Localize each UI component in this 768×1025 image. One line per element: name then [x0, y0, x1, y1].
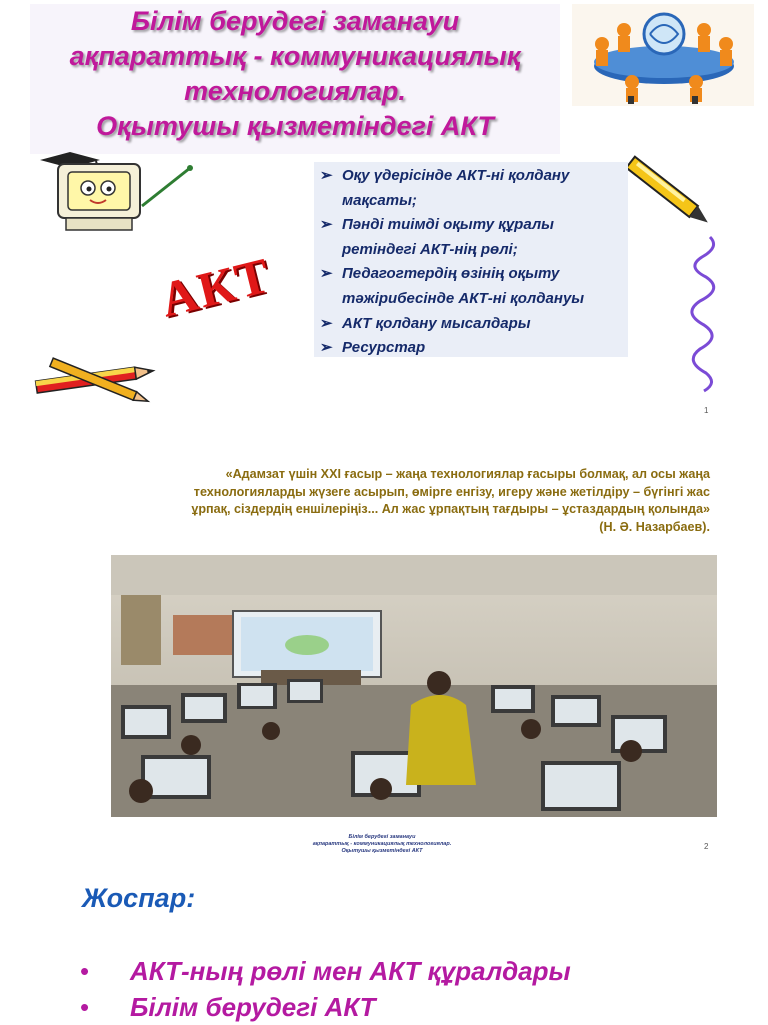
title-line: Білім берудегі заманауи [130, 6, 460, 36]
pen-clipart [620, 148, 720, 238]
list-item: ➢ Пәнді тиімді оқыту құралы ретіндегі АКТ-нің рөлі; [320, 213, 622, 262]
nazarbayev-quote [110, 466, 710, 536]
akt-logo-text: АКТ [154, 246, 277, 328]
bullet-dot-icon: • [80, 992, 90, 1022]
computer-classroom-photo [111, 555, 717, 817]
pencils-clipart [28, 355, 160, 405]
quote-line: «Адамзат үшін XXI ғасыр – жаңа технологиялар ғасыры болмақ, ал осы жаңа [225, 467, 710, 481]
plan-heading: Жоспар: [82, 883, 196, 913]
list-item: ➢ Ресурстар [320, 336, 622, 361]
title-line: технологиялар. [184, 76, 406, 106]
page-number: 1 [704, 406, 709, 415]
list-item: • АКТ-ның рөлі мен АКТ құралдары [80, 953, 571, 989]
quote-line: ұрпақ, сіздердің еншілеріңіз... Ал жас ұрпақтың тағдыры – ұстаздардың қолында» [191, 502, 710, 516]
topics-list [314, 162, 628, 361]
title-line: ақпараттық - коммуникациялық [69, 41, 521, 71]
arrow-bullet-icon: ➢ [320, 265, 333, 283]
slide1-title [30, 4, 560, 144]
arrow-bullet-icon: ➢ [320, 167, 333, 184]
quote-line: (Н. Ә. Назарбаев). [599, 519, 710, 534]
list-item: ➢ АКТ қолдану мысалдары [320, 312, 622, 337]
cartoon-computer-clipart [30, 150, 200, 235]
squiggle-line [680, 235, 725, 393]
footer-title-line: Білім берудегі заманауи [348, 834, 416, 840]
arrow-bullet-icon: ➢ [320, 339, 333, 357]
title-line: Оқытушы қызметіндегі АКТ [96, 111, 494, 141]
bullet-dot-icon: • [80, 956, 90, 986]
slide2-footer-title [262, 834, 502, 855]
team-globe-clipart [572, 4, 754, 106]
topics-box [314, 162, 628, 357]
arrow-bullet-icon: ➢ [320, 314, 333, 332]
footer-title-line: Оқытушы қызметіндегі АКТ [341, 848, 423, 854]
list-item: ➢ Оқу үдерісінде АКТ-ні қолдану мақсаты; [320, 164, 622, 213]
quote-line: технологияларды жүзеге асырып, өмірге енгізу, игеру және жетілдіру – бүгінгі жас [193, 484, 710, 499]
list-item: ➢ Педагогтердің өзінің оқыту тәжірибесінде АКТ-ні қолдануы [320, 262, 622, 311]
arrow-bullet-icon: ➢ [320, 216, 333, 234]
footer-title-line: ақпараттық - коммуникациялық технологиялар. [312, 841, 452, 847]
plan-list [80, 953, 571, 1025]
page-number: 2 [704, 842, 709, 851]
list-item: • Білім берудегі АКТ [80, 989, 571, 1025]
